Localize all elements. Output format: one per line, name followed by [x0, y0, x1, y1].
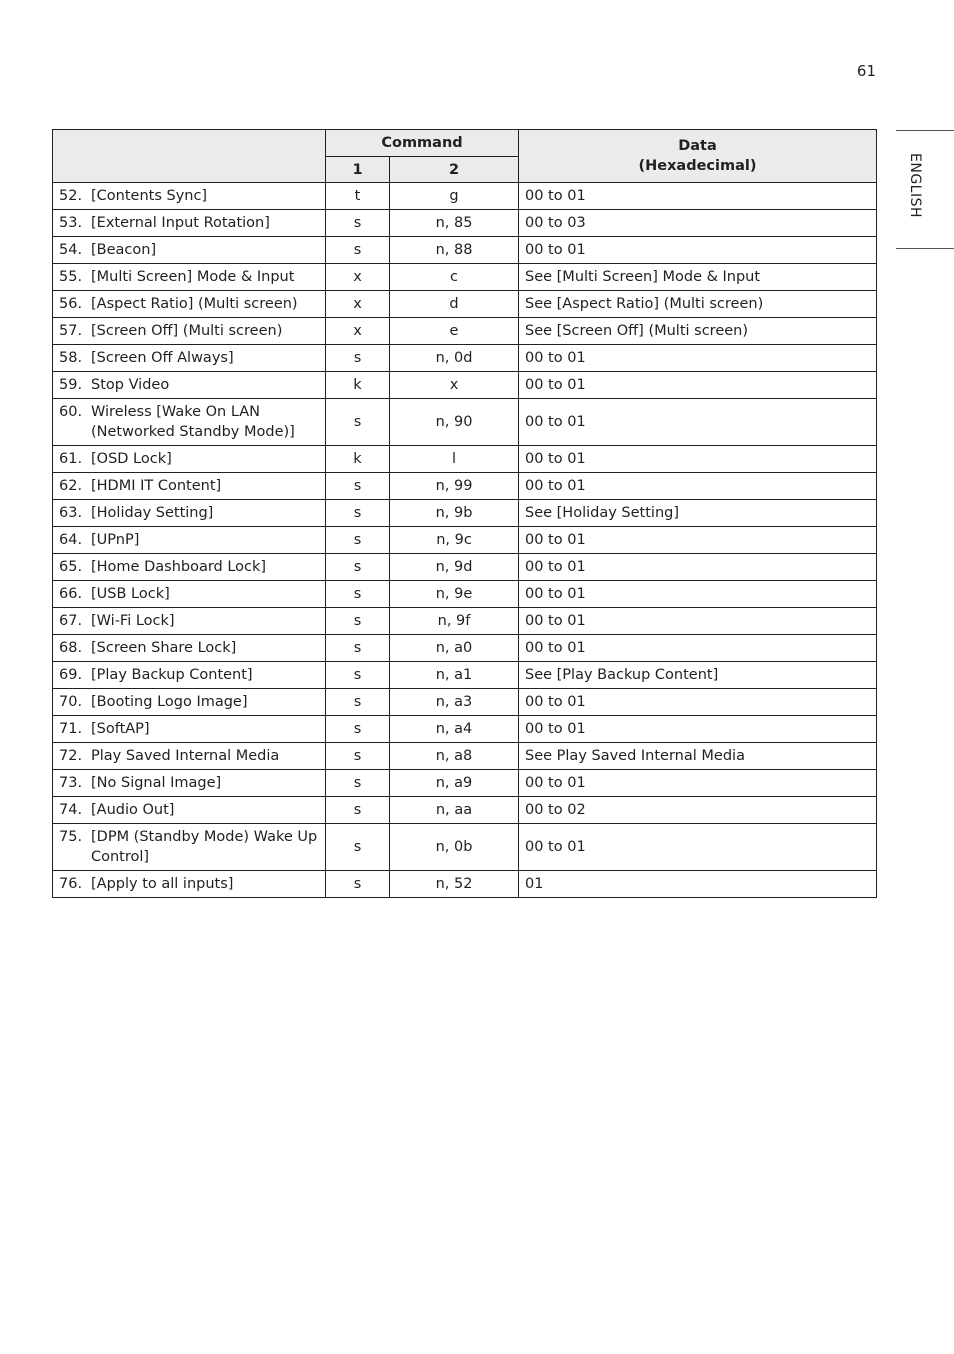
- command-name-cell: [53, 871, 326, 898]
- command-name-cell: [53, 743, 326, 770]
- table-row: [53, 824, 877, 871]
- row-number: 59.: [59, 377, 83, 393]
- command-2-cell: n, 85: [390, 210, 519, 237]
- command-2-cell: c: [390, 264, 519, 291]
- data-cell: 00 to 03: [519, 210, 877, 237]
- command-name-wrap: [59, 476, 325, 496]
- data-cell: 00 to 02: [519, 797, 877, 824]
- command-2-cell: d: [390, 291, 519, 318]
- table-row: [53, 210, 877, 237]
- command-1-cell: s: [326, 770, 390, 797]
- table-row: [53, 291, 877, 318]
- command-name-cell: [53, 318, 326, 345]
- command-name-wrap: [59, 213, 325, 233]
- command-name: [External Input Rotation]: [91, 215, 270, 231]
- command-name-wrap: [59, 240, 325, 260]
- command-1-cell: x: [326, 264, 390, 291]
- table-row: [53, 716, 877, 743]
- command-name: [Screen Off Always]: [91, 350, 234, 366]
- command-name-cell: [53, 446, 326, 473]
- command-name: [Multi Screen] Mode & Input: [91, 269, 295, 285]
- command-2-cell: n, a4: [390, 716, 519, 743]
- command-name-wrap: [59, 267, 325, 287]
- command-2-cell: n, 9d: [390, 554, 519, 581]
- command-name: [Apply to all inputs]: [91, 876, 234, 892]
- row-number: 58.: [59, 350, 83, 366]
- header-data: [519, 130, 877, 183]
- table-row: [53, 662, 877, 689]
- data-cell: 00 to 01: [519, 399, 877, 446]
- data-cell: See [Play Backup Content]: [519, 662, 877, 689]
- command-name: [Booting Logo Image]: [91, 694, 248, 710]
- header-data-line1: Data: [678, 138, 717, 154]
- command-name-wrap: [59, 719, 325, 739]
- command-1-cell: s: [326, 662, 390, 689]
- row-number: 62.: [59, 478, 83, 494]
- command-2-cell: n, 0b: [390, 824, 519, 871]
- command-name: [SoftAP]: [91, 721, 150, 737]
- row-number: 57.: [59, 323, 83, 339]
- table-row: [53, 770, 877, 797]
- command-1-cell: s: [326, 743, 390, 770]
- command-name: [Play Backup Content]: [91, 667, 253, 683]
- command-name-cell: [53, 797, 326, 824]
- page-number: 61: [856, 62, 876, 80]
- table-row: [53, 183, 877, 210]
- command-name: [USB Lock]: [91, 586, 170, 602]
- command-1-cell: k: [326, 372, 390, 399]
- command-name-wrap: [59, 746, 325, 766]
- row-number: 53.: [59, 215, 83, 231]
- command-name-cell: [53, 500, 326, 527]
- command-name-cell: [53, 824, 326, 871]
- command-name-wrap: [59, 375, 325, 395]
- data-cell: See [Screen Off] (Multi screen): [519, 318, 877, 345]
- command-1-cell: s: [326, 399, 390, 446]
- command-1-cell: x: [326, 318, 390, 345]
- data-cell: 00 to 01: [519, 527, 877, 554]
- command-name-wrap: [59, 321, 325, 341]
- command-name: [Audio Out]: [91, 802, 175, 818]
- command-name-cell: [53, 608, 326, 635]
- table-row: [53, 871, 877, 898]
- command-2-cell: n, aa: [390, 797, 519, 824]
- command-name-cell: [53, 237, 326, 264]
- command-name-wrap: [59, 294, 325, 314]
- data-cell: 00 to 01: [519, 554, 877, 581]
- command-name: [HDMI IT Content]: [91, 478, 222, 494]
- row-number: 61.: [59, 451, 83, 467]
- data-cell: 00 to 01: [519, 237, 877, 264]
- command-name: [Aspect Ratio] (Multi screen): [91, 296, 298, 312]
- command-1-cell: s: [326, 797, 390, 824]
- command-name-wrap: [59, 827, 325, 867]
- command-name-wrap: [59, 584, 325, 604]
- row-number: 72.: [59, 748, 83, 764]
- command-2-cell: n, a3: [390, 689, 519, 716]
- command-name: [Wi-Fi Lock]: [91, 613, 175, 629]
- command-name: [OSD Lock]: [91, 451, 172, 467]
- command-name-cell: [53, 473, 326, 500]
- command-1-cell: x: [326, 291, 390, 318]
- data-cell: 01: [519, 871, 877, 898]
- command-1-cell: t: [326, 183, 390, 210]
- command-1-cell: s: [326, 500, 390, 527]
- command-name-cell: [53, 770, 326, 797]
- language-side-tab: [896, 130, 954, 249]
- row-number: 63.: [59, 505, 83, 521]
- table-row: [53, 473, 877, 500]
- command-name: Stop Video: [91, 377, 170, 393]
- command-table: [52, 129, 877, 898]
- command-2-cell: x: [390, 372, 519, 399]
- row-number: 73.: [59, 775, 83, 791]
- row-number: 54.: [59, 242, 83, 258]
- table-row: [53, 635, 877, 662]
- command-name-wrap: [59, 557, 325, 577]
- command-2-cell: n, 9f: [390, 608, 519, 635]
- command-name-wrap: [59, 874, 325, 894]
- header-command: Command: [326, 130, 519, 157]
- row-number: 70.: [59, 694, 83, 710]
- data-cell: 00 to 01: [519, 446, 877, 473]
- command-name-wrap: [59, 503, 325, 523]
- command-2-cell: n, 90: [390, 399, 519, 446]
- table-row: [53, 689, 877, 716]
- command-1-cell: s: [326, 345, 390, 372]
- data-cell: See [Aspect Ratio] (Multi screen): [519, 291, 877, 318]
- command-name-cell: [53, 372, 326, 399]
- header-data-line2: (Hexadecimal): [638, 158, 757, 174]
- table-row: [53, 527, 877, 554]
- command-name-cell: [53, 527, 326, 554]
- command-name-cell: [53, 399, 326, 446]
- table-row: [53, 554, 877, 581]
- row-number: 69.: [59, 667, 83, 683]
- command-1-cell: s: [326, 473, 390, 500]
- command-1-cell: s: [326, 824, 390, 871]
- command-name-wrap: [59, 611, 325, 631]
- header-command-2: 2: [390, 157, 519, 183]
- command-name-cell: [53, 689, 326, 716]
- command-name: [Screen Share Lock]: [91, 640, 237, 656]
- language-label: ENGLISH: [907, 153, 923, 219]
- command-name-cell: [53, 210, 326, 237]
- table-row: [53, 264, 877, 291]
- command-name-cell: [53, 581, 326, 608]
- command-name: Wireless [Wake On LAN (Networked Standby Mode)]: [91, 404, 295, 440]
- command-name: [UPnP]: [91, 532, 140, 548]
- command-1-cell: s: [326, 608, 390, 635]
- data-cell: 00 to 01: [519, 372, 877, 399]
- table-row: [53, 743, 877, 770]
- table-row: [53, 581, 877, 608]
- command-name-cell: [53, 264, 326, 291]
- command-2-cell: n, 0d: [390, 345, 519, 372]
- command-name: [Screen Off] (Multi screen): [91, 323, 283, 339]
- command-name: [Contents Sync]: [91, 188, 208, 204]
- command-name-wrap: [59, 402, 325, 442]
- command-name-wrap: [59, 773, 325, 793]
- table-row: [53, 446, 877, 473]
- command-2-cell: n, 9c: [390, 527, 519, 554]
- command-2-cell: n, 52: [390, 871, 519, 898]
- command-1-cell: s: [326, 635, 390, 662]
- command-2-cell: g: [390, 183, 519, 210]
- data-cell: See [Multi Screen] Mode & Input: [519, 264, 877, 291]
- command-name-wrap: [59, 449, 325, 469]
- command-name-wrap: [59, 348, 325, 368]
- command-1-cell: s: [326, 716, 390, 743]
- command-name-wrap: [59, 530, 325, 550]
- command-2-cell: e: [390, 318, 519, 345]
- data-cell: 00 to 01: [519, 608, 877, 635]
- data-cell: 00 to 01: [519, 635, 877, 662]
- command-2-cell: n, a1: [390, 662, 519, 689]
- command-name: Play Saved Internal Media: [91, 748, 280, 764]
- table-row: [53, 399, 877, 446]
- data-cell: 00 to 01: [519, 473, 877, 500]
- command-name-wrap: [59, 800, 325, 820]
- data-cell: See [Holiday Setting]: [519, 500, 877, 527]
- command-1-cell: s: [326, 527, 390, 554]
- table-row: [53, 797, 877, 824]
- command-1-cell: s: [326, 554, 390, 581]
- command-name: [Home Dashboard Lock]: [91, 559, 267, 575]
- command-name-wrap: [59, 638, 325, 658]
- command-name: [Holiday Setting]: [91, 505, 214, 521]
- command-name-cell: [53, 554, 326, 581]
- command-name-cell: [53, 345, 326, 372]
- data-cell: 00 to 01: [519, 581, 877, 608]
- data-cell: 00 to 01: [519, 716, 877, 743]
- command-2-cell: n, a0: [390, 635, 519, 662]
- header-command-1: 1: [326, 157, 390, 183]
- command-name: [No Signal Image]: [91, 775, 222, 791]
- command-name-cell: [53, 635, 326, 662]
- header-name-cell: [53, 130, 326, 183]
- data-cell: 00 to 01: [519, 689, 877, 716]
- command-1-cell: s: [326, 210, 390, 237]
- data-cell: 00 to 01: [519, 183, 877, 210]
- table-row: [53, 318, 877, 345]
- command-1-cell: s: [326, 689, 390, 716]
- data-cell: 00 to 01: [519, 824, 877, 871]
- command-name-cell: [53, 716, 326, 743]
- command-1-cell: s: [326, 237, 390, 264]
- command-2-cell: n, a8: [390, 743, 519, 770]
- command-2-cell: n, 99: [390, 473, 519, 500]
- row-number: 64.: [59, 532, 83, 548]
- table-row: [53, 345, 877, 372]
- command-2-cell: l: [390, 446, 519, 473]
- command-1-cell: s: [326, 581, 390, 608]
- row-number: 67.: [59, 613, 83, 629]
- row-number: 74.: [59, 802, 83, 818]
- command-1-cell: s: [326, 871, 390, 898]
- row-number: 65.: [59, 559, 83, 575]
- command-name-wrap: [59, 186, 325, 206]
- data-cell: 00 to 01: [519, 770, 877, 797]
- command-name: [Beacon]: [91, 242, 157, 258]
- header-row: [53, 130, 877, 157]
- table-row: [53, 372, 877, 399]
- command-name-cell: [53, 291, 326, 318]
- data-cell: See Play Saved Internal Media: [519, 743, 877, 770]
- command-2-cell: n, 9e: [390, 581, 519, 608]
- command-1-cell: k: [326, 446, 390, 473]
- command-2-cell: n, a9: [390, 770, 519, 797]
- row-number: 71.: [59, 721, 83, 737]
- row-number: 75.: [59, 829, 83, 845]
- command-name: [DPM (Standby Mode) Wake Up Control]: [91, 829, 318, 865]
- row-number: 60.: [59, 404, 83, 420]
- command-name-cell: [53, 183, 326, 210]
- row-number: 66.: [59, 586, 83, 602]
- command-name-wrap: [59, 665, 325, 685]
- row-number: 52.: [59, 188, 83, 204]
- command-name-cell: [53, 662, 326, 689]
- table-body: [53, 183, 877, 898]
- row-number: 56.: [59, 296, 83, 312]
- row-number: 55.: [59, 269, 83, 285]
- table-row: [53, 608, 877, 635]
- command-2-cell: n, 9b: [390, 500, 519, 527]
- table-row: [53, 237, 877, 264]
- row-number: 68.: [59, 640, 83, 656]
- command-name-wrap: [59, 692, 325, 712]
- row-number: 76.: [59, 876, 83, 892]
- table-row: [53, 500, 877, 527]
- data-cell: 00 to 01: [519, 345, 877, 372]
- command-2-cell: n, 88: [390, 237, 519, 264]
